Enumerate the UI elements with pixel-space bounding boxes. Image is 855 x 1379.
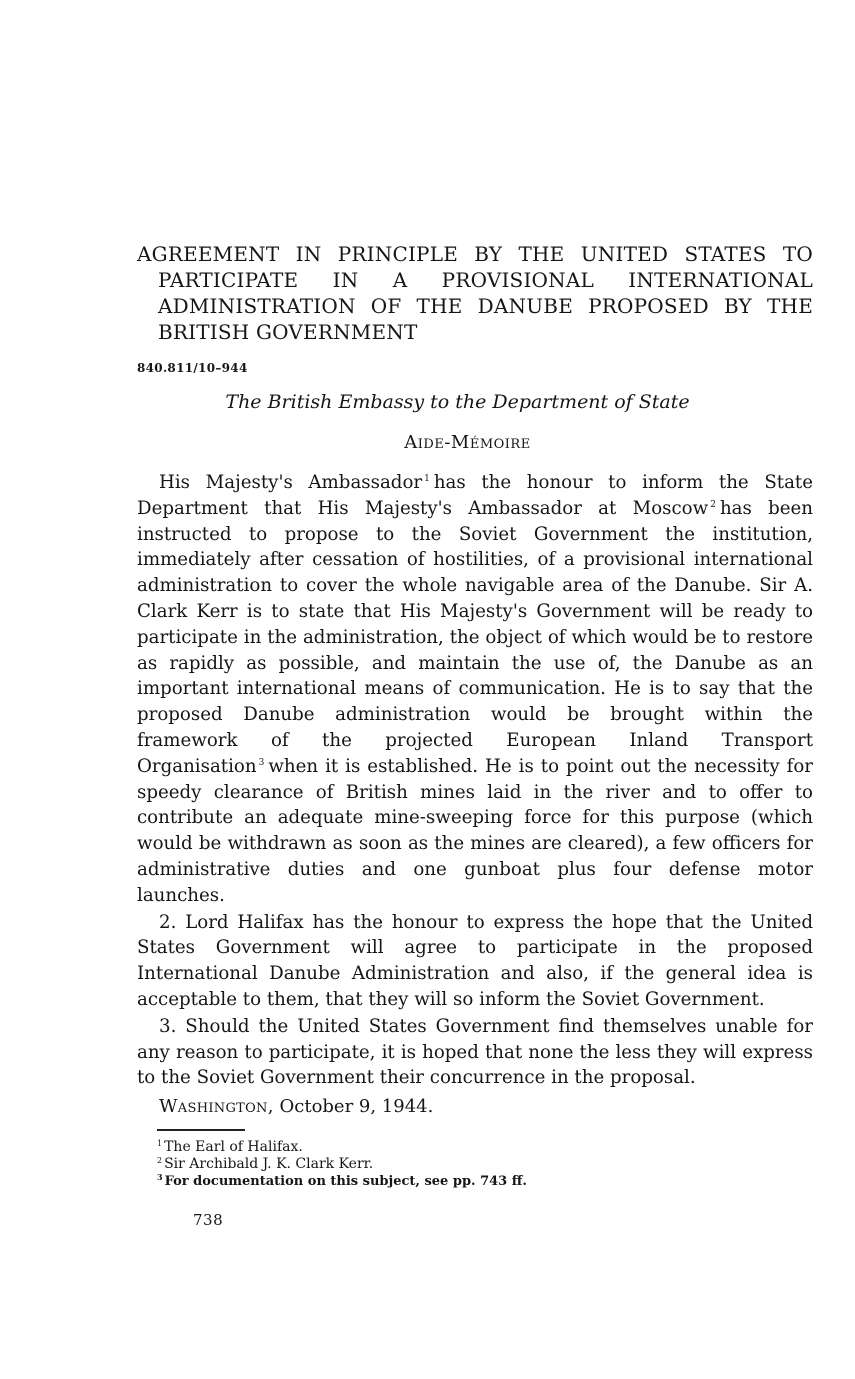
document-body: [137, 470, 813, 1091]
document-heading: The British Embassy to the Department of State: [225, 391, 690, 413]
footnote-2: [157, 1156, 757, 1173]
footnote-text: The Earl of Halifax.: [164, 1139, 303, 1155]
paragraph-1-part-a: His Majesty's Ambassador: [159, 472, 423, 493]
footnotes: [157, 1139, 757, 1190]
document-type: Aide-Mémoire: [404, 432, 531, 453]
footnote-mark: 2: [157, 1156, 163, 1165]
paragraph-1: [137, 470, 813, 909]
footnote-ref-3: 3: [258, 757, 265, 768]
signoff: [159, 1095, 433, 1119]
paragraph-1-part-d: when it is established. He is to point out the necessity for speedy clearance of British mines laid in the river and to offer to contribute an adequate mine-sweeping force for this purpose (which would be withdrawn as soon as the mines are cleared), a few officers for administrative duties and one gunboat plus four defense motor launches.: [137, 755, 813, 906]
footnote-mark: 3: [157, 1172, 163, 1182]
file-number: 840.811/10–944: [137, 361, 248, 375]
footnote-ref-1: 1: [424, 474, 430, 484]
paragraph-2: 2. Lord Halifax has the honour to express the hope that the United States Government will agree to participate in the proposed International Danube Administration and also, if the general idea is acceptable to them, that they will so inform the Soviet Government.: [137, 911, 813, 1010]
footnote-3: [157, 1173, 757, 1190]
footnote-text: Sir Archibald J. K. Clark Kerr.: [164, 1156, 374, 1172]
title-line-3: ADMINISTRATION OF THE DANUBE PROPOSED BY THE: [158, 294, 813, 318]
footnote-mark: 1: [157, 1139, 163, 1148]
title-line-1: AGREEMENT IN PRINCIPLE BY THE UNITED STATES TO: [137, 242, 813, 266]
footnote-1: [157, 1139, 757, 1156]
paragraph-1-part-c: has been instructed to propose to the Soviet Government the institution, immediately after cessation of hostilities, of a provisional international administration to cover the whole navigable area of the Danube. Sir A. Clark Kerr is to state that His Majesty's Government will be ready to participate in the administration, the object of which would be to restore as rapidly as possible, and maintain the use of, the Danube as an important international means of communication. He is to say that the proposed Danube administration would be brought within the framework of the projected European Inland Transport Organisation: [137, 497, 813, 777]
title-line-4: BRITISH GOVERNMENT: [158, 320, 418, 344]
footnote-divider: [157, 1129, 245, 1131]
title-line-2: PARTICIPATE IN A PROVISIONAL INTERNATIONAL: [158, 268, 813, 292]
footnote-text: For documentation on this subject, see pp. 743 ff.: [164, 1174, 527, 1189]
page-number: 738: [193, 1211, 224, 1229]
signoff-place: Washington,: [159, 1096, 274, 1117]
paragraph-1-part-b: has the honour to inform the State Department that His Majesty's Ambassador at Moscow: [137, 472, 813, 519]
paragraph-3: 3. Should the United States Government find themselves unable for any reason to participate, it is hoped that none the less they will express to the Soviet Government their concurrence in the proposal.: [137, 1015, 813, 1089]
document-title: [137, 241, 813, 345]
footnote-ref-2: 2: [710, 499, 716, 510]
signoff-date: October 9, 1944.: [279, 1096, 434, 1117]
